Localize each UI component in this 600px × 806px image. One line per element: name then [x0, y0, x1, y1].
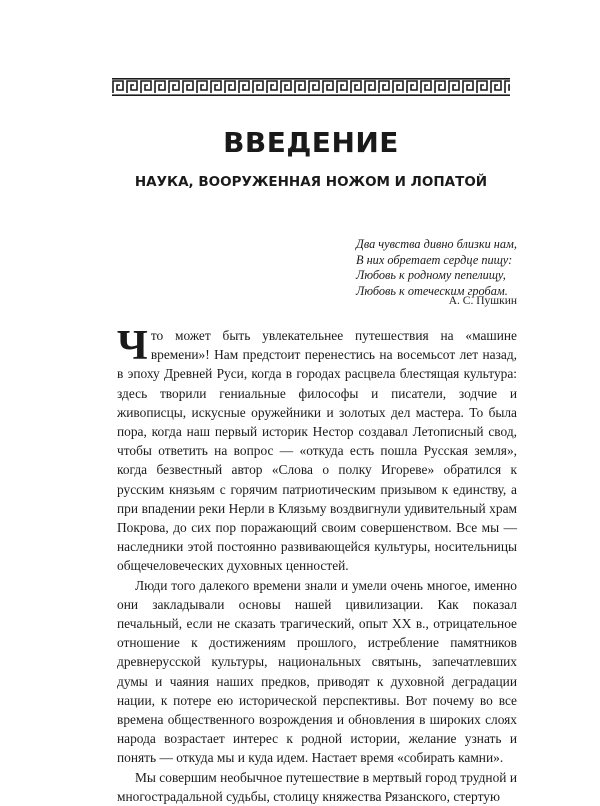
epigraph-line: Любовь к отеческим гробам.: [356, 283, 508, 298]
body-text: [117, 323, 517, 806]
chapter-subtitle: НАУКА, ВООРУЖЕННАЯ НОЖОМ И ЛОПАТОЙ: [134, 174, 488, 190]
greek-key-ornament: [112, 77, 510, 97]
paragraph-text: то может быть увлекательнее путешествия на «машине времени»! Нам предстоит перенестись на восемьсот лет назад, в эпоху Древней Руси, когда в городах расцвела блестящая культура: здесь творили гениальные философы и писатели, зодчие и живописцы, искусные оружейники и золотых дел мастера. То была пора, когда наш первый историк Нестор создавал Летописный свод, чтобы ответить на вопрос — «откуда есть пошла Русская земля», когда безвестный автор «Слова о полку Игореве» обратился к русским князьям с горячим патриотическим призывом к единству, а при впадении реки Нерли в Клязьму воздвигнули удивительный храм Покрова, до сих пор поражающий своим совершенством. Все мы — наследники этой постоянно развивающейся культуры, носительницы общечеловеческих духовных ценностей.: [117, 328, 517, 574]
paragraph: Мы совершим необычное путешествие в мертвый город трудной и многострадальной судьбы, столицу княжества Рязанского, стертую: [117, 769, 517, 804]
epigraph: [356, 237, 526, 299]
paragraph: [117, 323, 517, 576]
paragraph: Люди того далекого времени знали и умели очень многое, именно они закладывали основы нашей цивилизации. Как показал печальный, если не сказать трагический, опыт XX в., отрицательное отношение к достижениям прошлого, истребление памятников древнерусской культуры, национальных святынь, запечатлевших думы и чаяния наших предков, приводят к духовной деградации нации, к потере ею исторической перспективы. Вот почему во все времена общественного возрождения и обновления в широких слоях народа возрастает интерес к родной истории, желание узнать и понять — откуда мы и куда идем. Настает время «собирать камни».: [117, 577, 517, 766]
drop-cap: Ч: [117, 323, 148, 369]
chapter-title: ВВЕДЕНИЕ: [223, 126, 399, 159]
epigraph-line: Любовь к родному пепелищу,: [356, 268, 506, 283]
epigraph-line: Два чувства дивно близки нам,: [356, 237, 517, 251]
epigraph-author: А. С. Пушкин: [448, 295, 517, 307]
epigraph-line: В них обретает сердце пищу:: [356, 252, 513, 267]
